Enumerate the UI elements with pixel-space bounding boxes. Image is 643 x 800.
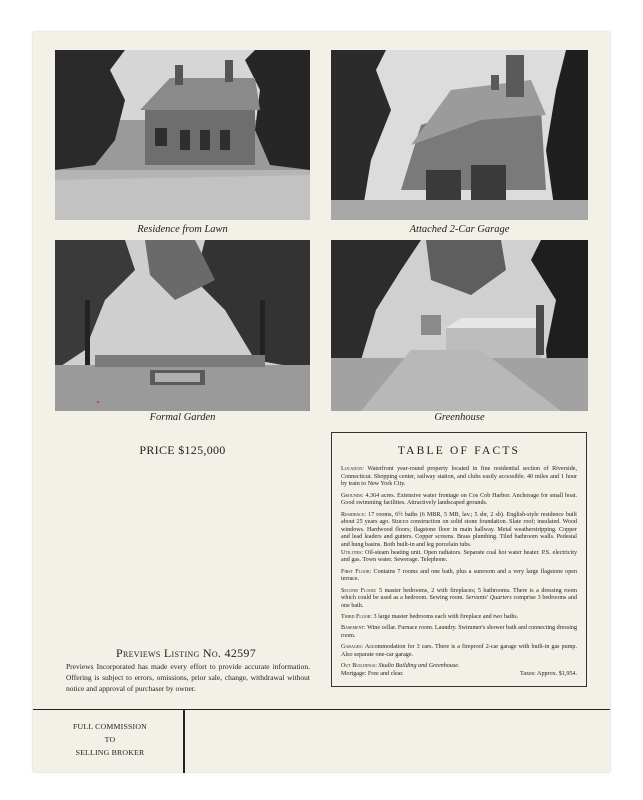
fact-basement: Basement: Wine cellar. Furnace room. Laundry. Swimmer's shower bath and connecting dressing room. <box>341 625 577 640</box>
bar-divider <box>183 710 185 773</box>
fact-third-floor: Third Floor: 3 large master bedrooms each with fireplace and two baths. <box>341 614 519 621</box>
fact-garages: Garages: Accommodation for 3 cars. There is a fireproof 2-car garage with built-in gas pump. Also separate one-car garage. <box>341 644 577 659</box>
listing-number: Previews Listing No. 42597 <box>115 646 257 660</box>
facts-title: TABLE OF FACTS <box>397 445 521 457</box>
fact-mortgage-taxes <box>341 671 577 679</box>
fact-first-floor: First Floor: Contains 7 rooms and one bath, plus a sunroom and a very large flagstone open terrace. <box>341 568 577 583</box>
table-of-facts <box>331 432 587 687</box>
ink-mark <box>97 401 99 403</box>
price: PRICE $125,000 <box>139 443 226 457</box>
fact-taxes: Taxes: Approx. $1,954. <box>520 671 577 678</box>
fact-mortgage: Mortgage: Free and clear. <box>341 671 404 678</box>
fact-second-floor: Second Floor: 5 master bedrooms, 2 with fireplaces; 5 bathrooms. There is a dressing room which could be used as a bedroom. Sewing room. Servants' Quarters comprise 3 bedrooms and one bath. <box>341 587 577 609</box>
fact-residence: Residence: 17 rooms, 6½ baths (6 MBR, 5 MB, lav.; 5 sbr, 2 sb). English-style residence built about 25 years ago. Stucco construction on solid stone foundation. Slate roof; insulated. Wood windows. Hardwood floors; flagstone floor in main hallway. Metal weatherstripping. Copper and lead leaders and gutters. Copper screens. Brass plumbing. Tiled bathroom walls. Pedestal and hung basins. Both built-in and leg porcelain tubs. <box>341 511 577 548</box>
fact-location: Location: Waterfront year-round property located in fine residential section of Riverside, Connecticut. Shopping center, railway station, and clubs easily accessible. 40 miles and 1 hour by train to New York City. <box>341 466 577 488</box>
fact-out-buildings: Out Buildings: Studio Building and Greenhouse. <box>341 663 460 670</box>
house-photo <box>55 50 310 220</box>
photo-caption: Residence from Lawn <box>137 224 228 235</box>
photo-caption: Attached 2-Car Garage <box>409 224 510 235</box>
fact-utilities: Utilities: Oil-steam heating unit. Open radiators. Separate coal hot water heater. P.S. electricity and gas. Town water. Sewerage. Telephone. <box>341 549 577 564</box>
commission-notice: FULL COMMISSION TO SELLING BROKER <box>73 722 147 757</box>
greenhouse-photo <box>331 240 588 411</box>
garden-photo <box>55 240 310 411</box>
garage-photo <box>331 50 588 220</box>
disclaimer: Previews Incorporated has made every effort to provide accurate information. Offering is subject to errors, omissions, prior sale, change, withdrawal without notice and approval of purchaser by owner. <box>66 662 310 693</box>
photo-caption: Formal Garden <box>149 412 216 423</box>
fact-grounds: Grounds: 4.364 acres. Extensive water frontage on Cos Cob Harbor. Anchorage for small boat. Good swimming facilities. Attractively landscaped grounds. <box>341 492 577 507</box>
photo-caption: Greenhouse <box>434 412 485 423</box>
